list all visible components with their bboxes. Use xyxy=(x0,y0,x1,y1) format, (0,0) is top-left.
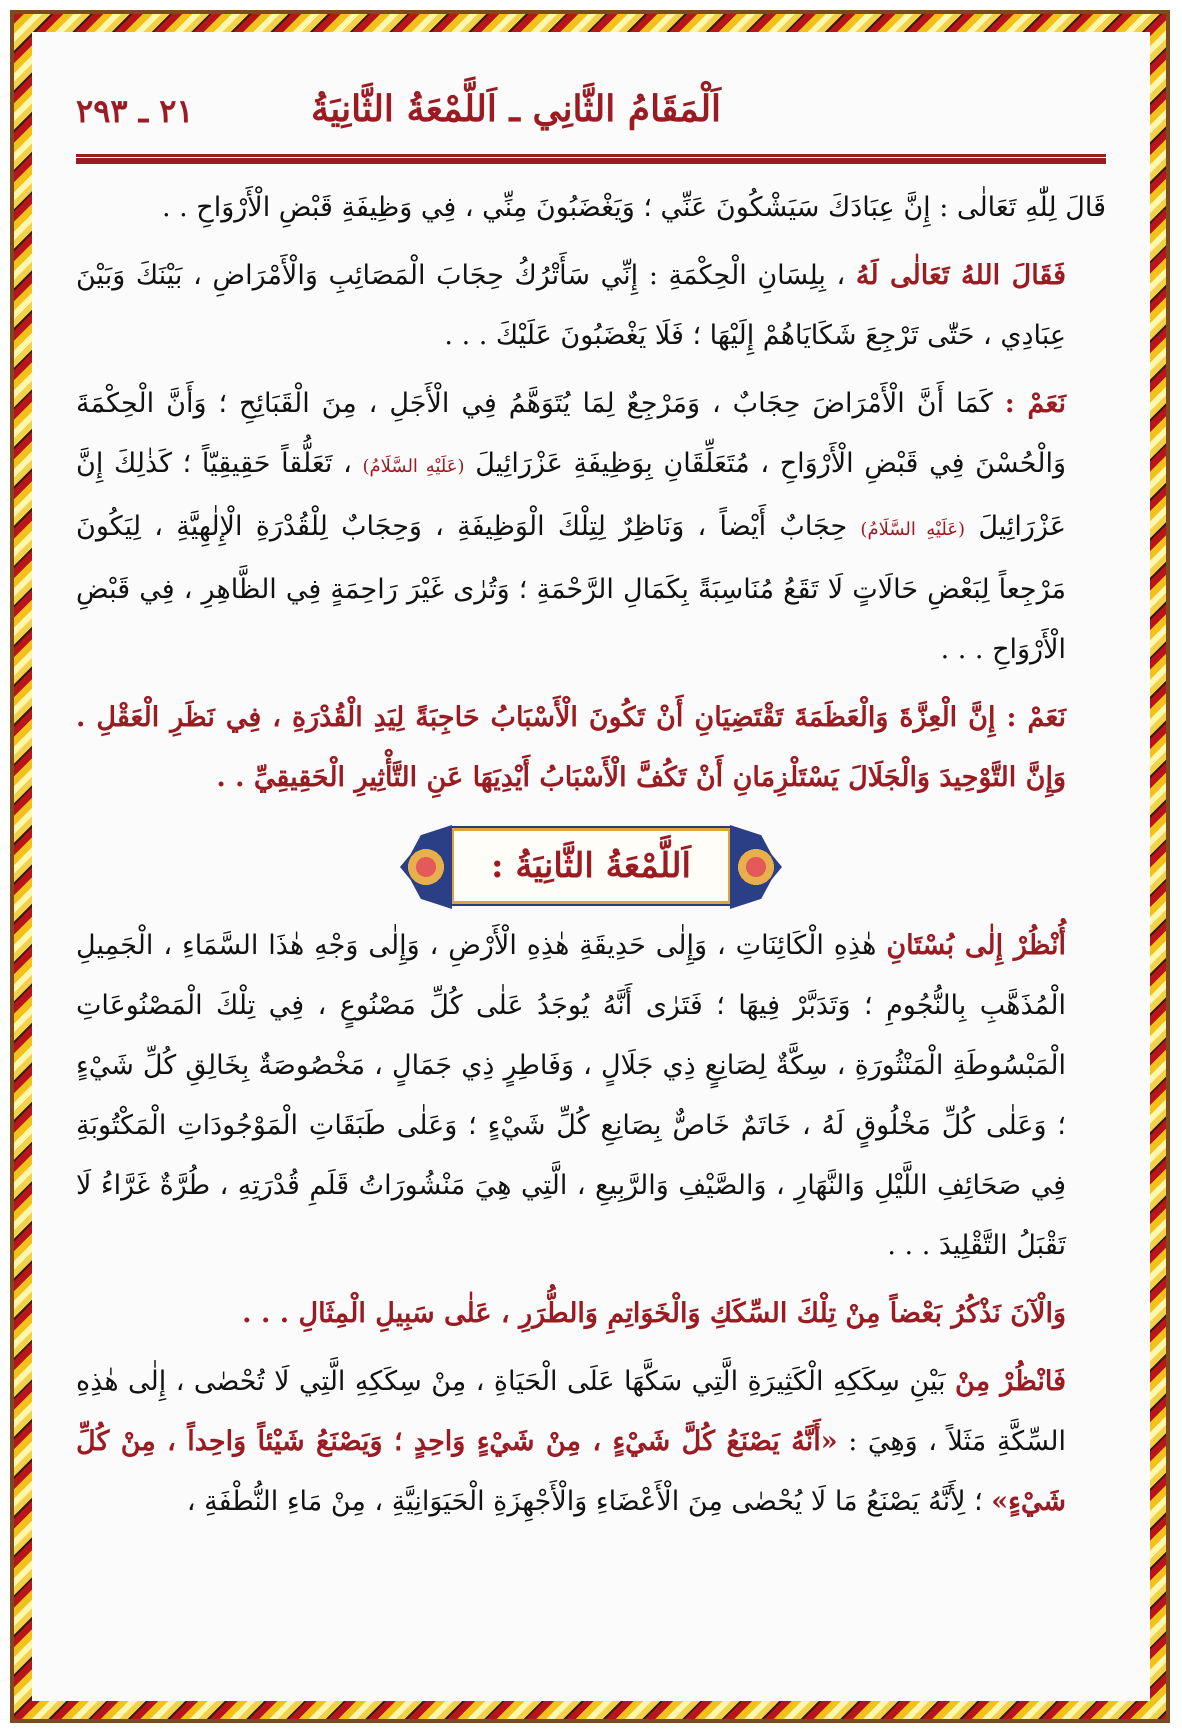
ornament-wing-icon xyxy=(730,825,782,909)
honorific-symbol: (عَلَيْهِ السَّلَامُ) xyxy=(860,519,966,540)
paragraph-text: وَالْآنَ نَذْكُرُ بَعْضاً مِنْ تِلْكَ السِّكَكِ وَالْخَوَاتِمِ وَالطُّرَرِ ، عَلٰى سَبِيلِ الْمِثَالِ . . . xyxy=(242,1298,1066,1329)
paragraph-1 xyxy=(76,178,1106,238)
paragraph-text: ، بِلِسَانِ الْحِكْمَةِ : إِنِّي سَأَتْرُكُ حِجَابَ الْمَصَائِبِ وَالْأَمْرَاضِ ، بَيْنَكَ وَبَيْنَ عِبَادِي ، حَتّٰى تَرْجِعَ شَكَايَاهُمْ إِلَيْهَا ؛ فَلَا يَغْضَبُونَ عَلَيْكَ . . . xyxy=(76,260,1066,351)
paragraph-text: هٰذِهِ الْكَائِنَاتِ ، وَإِلٰى حَدِيقَةِ هٰذِهِ الْأَرْضِ ، وَإِلٰى وَجْهِ هٰذَا السَّمَاءِ ، الْجَمِيلِ الْمُذَهَّبِ بِالنُّجُومِ ؛ وَتَدَبَّرْ فِيهَا ؛ فَتَرٰى أَنَّهُ يُوجَدُ عَلٰى كُلِّ مَصْنُوعٍ ، فِي تِلْكَ الْمَصْنُوعَاتِ الْمَبْسُوطَةِ الْمَنْثُورَةِ ، سِكَّةٌ لِصَانِعٍ ذِي جَلَالٍ ، وَفَاطِرٍ ذِي جَمَالٍ ، مَخْصُوصَةٌ بِخَالِقِ كُلِّ شَيْءٍ ؛ وَعَلٰى كُلِّ مَخْلُوقٍ لَهُ ، خَاتَمٌ خَاصٌّ بِصَانِعِ كُلِّ شَيْءٍ ؛ وَعَلٰى طَبَقَاتِ الْمَوْجُودَاتِ الْمَكْتُوبَةِ فِي صَحَائِفِ اللَّيْلِ وَالنَّهَارِ ، وَالصَّيْفِ وَالرَّبِيعِ ، الَّتِي هِيَ مَنْشُورَاتُ قَلَمِ قُدْرَتِهِ ، طُرَّةٌ غَرَّاءُ لَا تَقْبَلُ التَّقْلِيدَ . . . xyxy=(76,930,1066,1261)
quoted-principle: «أَنَّهُ يَصْنَعُ كُلَّ شَيْءٍ ، مِنْ شَيْءٍ وَاحِدٍ ؛ وَيَصْنَعُ شَيْئاً وَاحِداً ، مِنْ كُلِّ شَيْءٍ» xyxy=(76,1426,1066,1517)
paragraph-text: حِجَابٌ أَيْضاً ، وَنَاظِرٌ لِتِلْكَ الْوَظِيفَةِ ، وَحِجَابٌ لِلْقُدْرَةِ الْإِلٰهِيَّةِ ، لِيَكُونَ مَرْجِعاً لِبَعْضِ حَالَاتٍ لَا تَقَعُ مُنَاسِبَةً بِكَمَالِ الرَّحْمَةِ ؛ وَتُرٰى غَيْرَ رَاحِمَةٍ فِي الظَّاهِرِ ، فِي قَبْضِ الْأَرْوَاحِ . . . xyxy=(76,511,1066,665)
paragraph-lead: فَقَالَ اللهُ تَعَالٰى لَهُ xyxy=(855,260,1066,291)
ornament-wing-icon xyxy=(400,825,452,909)
section-heading-cartouche xyxy=(451,828,731,904)
page-body xyxy=(76,178,1106,1540)
paragraph-text: نَعَمْ : إِنَّ الْعِزَّةَ وَالْعَظَمَةَ تَقْتَضِيَانِ أَنْ تَكُونَ الْأَسْبَابُ حَاجِبَةً لِيَدِ الْقُدْرَةِ ، فِي نَظَرِ الْعَقْلِ . وَإِنَّ التَّوْحِيدَ وَالْجَلَالَ يَسْتَلْزِمَانِ أَنْ تَكُفَّ الْأَسْبَابُ أَيْدِيَهَا عَنِ التَّأْثِيرِ الْحَقِيقِيِّ . . xyxy=(76,702,1066,793)
paragraph-text: كَمَا أَنَّ الْأَمْرَاضَ حِجَابٌ ، وَمَرْجِعٌ لِمَا يُتَوَهَّمُ فِي الْأَجَلِ ، مِنَ الْقَبَائِحِ ؛ وَأَنَّ الْحِكْمَةَ وَالْحُسْنَ فِي قَبْضِ الْأَرْوَاحِ ، مُتَعَلِّقَانِ بِوَظِيفَةِ عَزْرَائِيلَ xyxy=(76,388,1066,479)
paragraph-text: بَيْنِ سِكَكِهِ الْكَثِيرَةِ الَّتِي سَكَّهَا عَلَى الْحَيَاةِ ، مِنْ سِكَكِهِ الَّتِي لَا تُحْصٰى ، إِلٰى هٰذِهِ السِّكَّةِ مَثَلاً ، وَهِيَ : xyxy=(76,1366,1067,1457)
paragraph-lead: نَعَمْ : xyxy=(1004,388,1066,419)
section-heading: اَللَّمْعَةُ الثَّانِيَةُ : xyxy=(491,846,691,886)
paragraph-text: قَالَ لِلّٰهِ تَعَالٰى : إِنَّ عِبَادَكَ سَيَشْكُونَ عَنِّي ؛ وَيَغْضَبُونَ مِنِّي ، فِي وَظِيفَةِ قَبْضِ الْأَرْوَاحِ . . xyxy=(161,192,1106,223)
paragraph-5 xyxy=(76,916,1106,1276)
paragraph-lead: فَانْظُرْ مِنْ xyxy=(955,1366,1066,1397)
header-divider xyxy=(76,154,1106,164)
paragraph-6-emphasis xyxy=(76,1284,1106,1344)
paragraph-lead: أُنْظُرْ إِلٰى بُسْتَانِ xyxy=(886,930,1066,961)
paragraph-text: ؛ لِأَنَّهُ يَصْنَعُ مَا لَا يُحْصٰى مِنَ الْأَعْضَاءِ وَالْأَجْهِزَةِ الْحَيَوَانِيَّةِ ، مِنْ مَاءِ النُّطْفَةِ ، xyxy=(186,1486,983,1517)
paragraph-7 xyxy=(76,1352,1106,1532)
page-title: اَلْمَقَامُ الثَّانِي ـ اَللَّمْعَةُ الثَّانِيَةُ xyxy=(310,88,722,130)
paragraph-text: ، تَعَلُّقاً حَقِيقِيّاً ؛ كَذٰلِكَ إِنَّ عَزْرَائِيلَ xyxy=(76,448,1066,542)
paragraph-2 xyxy=(76,246,1106,366)
paragraph-4-emphasis xyxy=(76,688,1106,808)
section-heading-wrapper xyxy=(76,816,1106,916)
page-header xyxy=(76,88,1106,146)
honorific-symbol: (عَلَيْهِ السَّلَامُ) xyxy=(362,456,465,477)
paragraph-3 xyxy=(76,374,1106,680)
page-reference: ٢١ ـ ٢٩٣ xyxy=(76,92,194,130)
